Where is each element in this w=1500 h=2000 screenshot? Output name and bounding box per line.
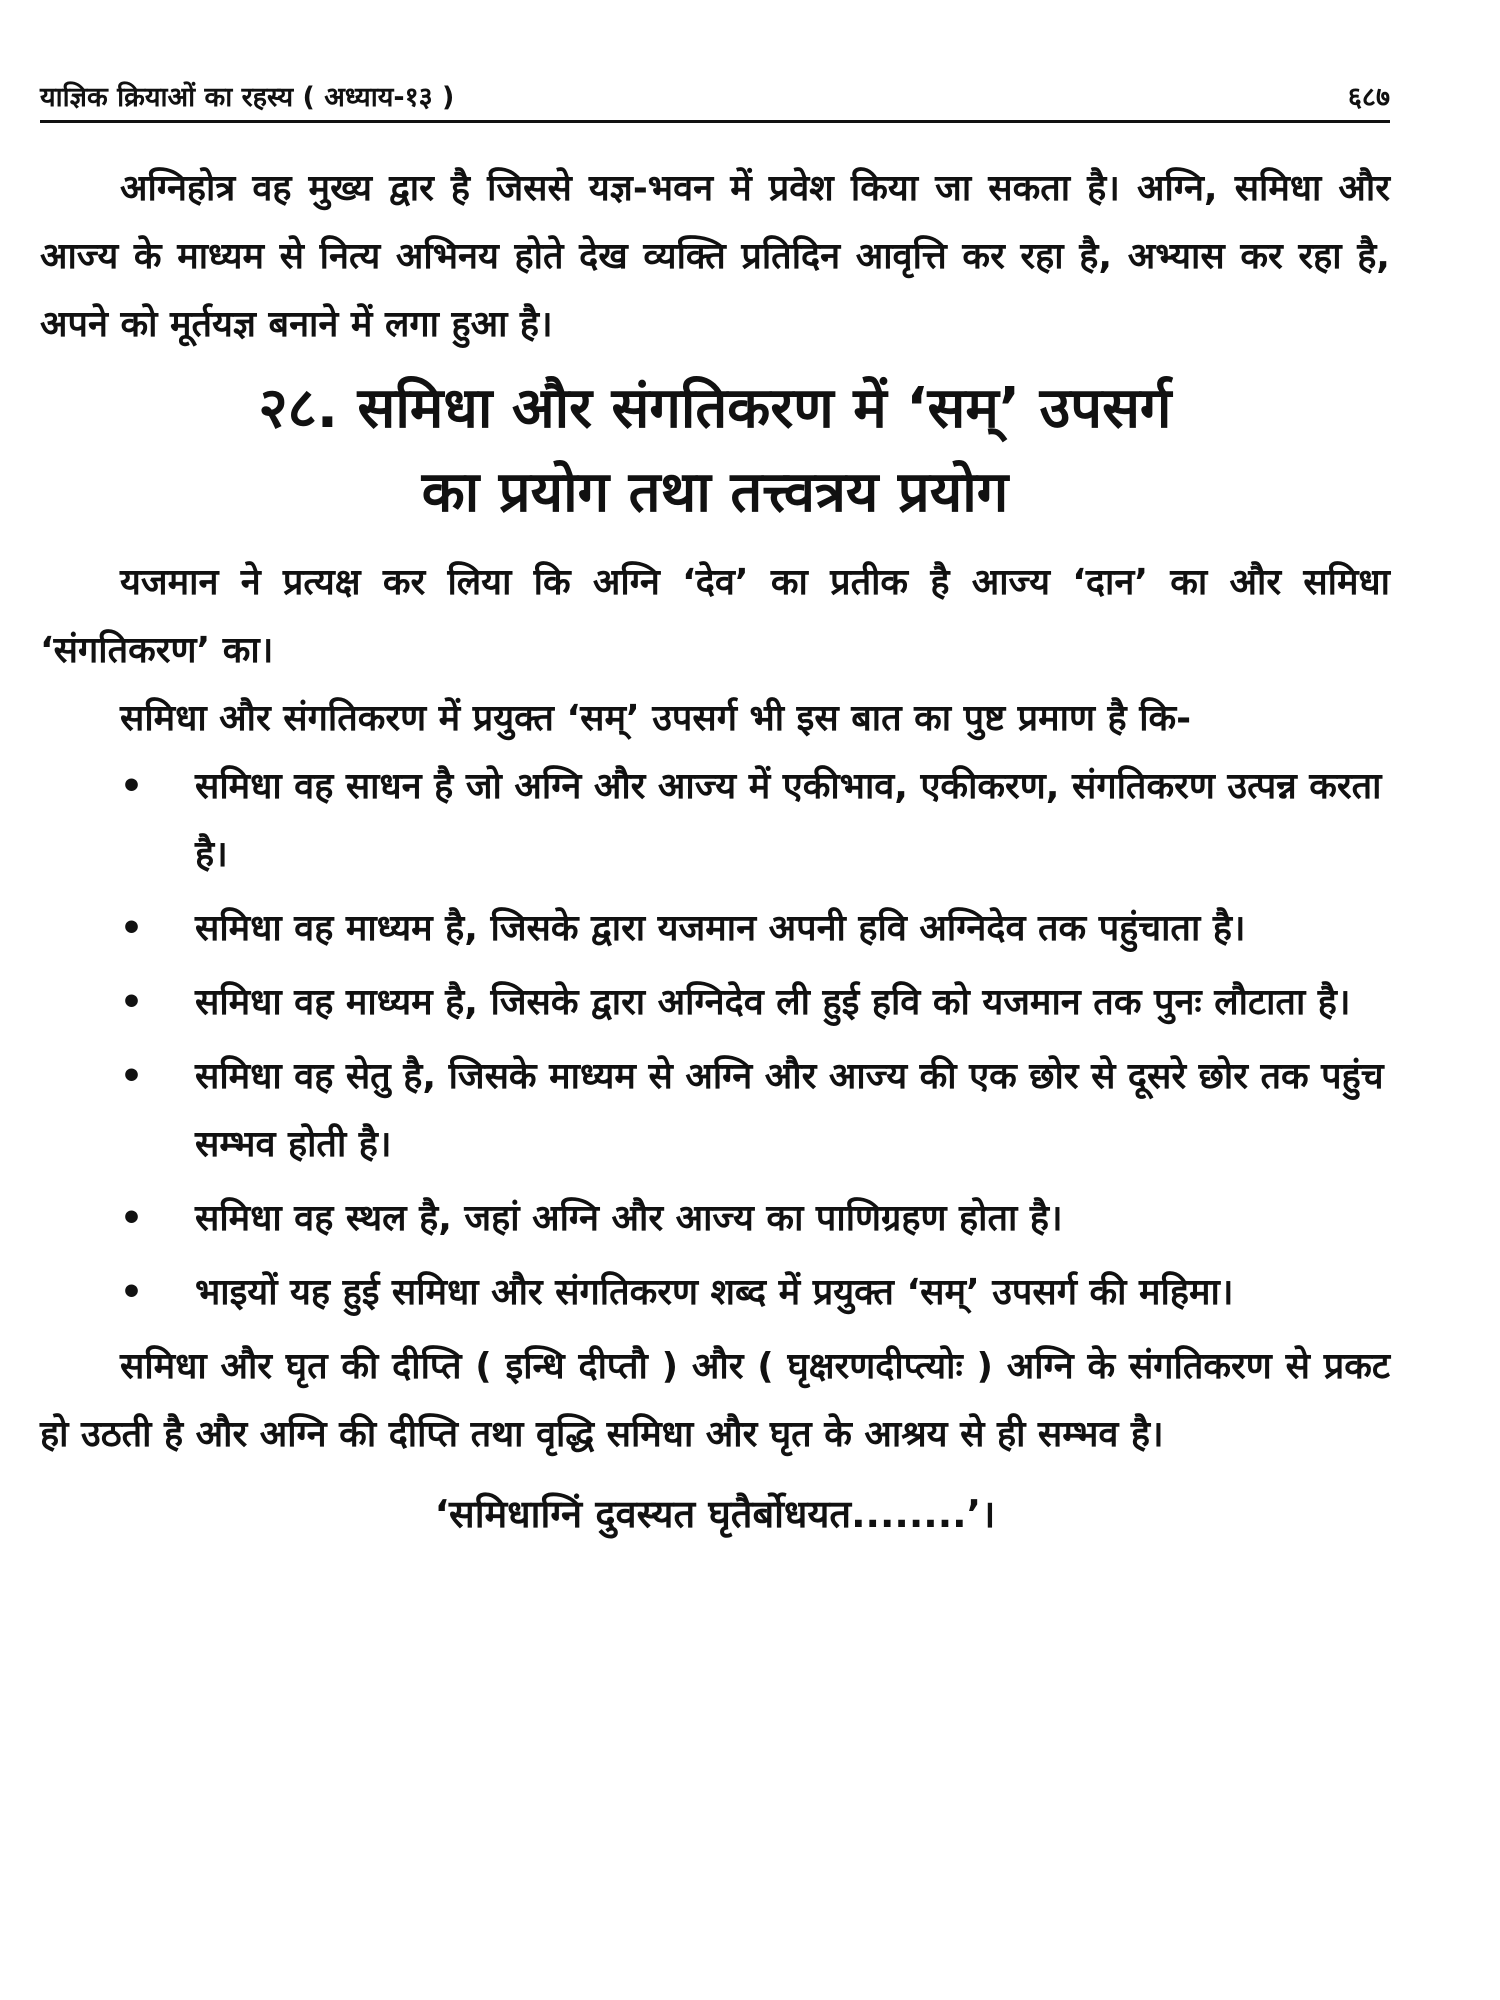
paragraph-deva-dana	[40, 549, 1390, 685]
list-item	[120, 895, 1390, 963]
intro-paragraph: अग्निहोत्र वह मुख्य द्वार है जिससे यज्ञ-भवन में प्रवेश किया जा सकता है। अग्नि, समिधा और आज्य के माध्यम से नित्य अभिनय होते देख व्यक्ति प्रतिदिन आवृत्ति कर रहा है, अभ्यास कर रहा है, अपने को मूर्तयज्ञ बनाने में लगा हुआ है।	[40, 168, 1390, 345]
text-run: समिधा और संगतिकरण में प्रयुक्त	[120, 698, 567, 739]
bullet-icon: •	[120, 1056, 144, 1097]
text-run: यजमान ने प्रत्यक्ष कर लिया कि अग्नि	[120, 562, 683, 603]
bullet-icon: •	[120, 1198, 144, 1239]
section-heading	[40, 367, 1390, 535]
running-title: याज्ञिक क्रियाओं का रहस्य ( अध्याय-१३ )	[40, 82, 455, 113]
list-item-text: समिधा वह माध्यम है, जिसके द्वारा यजमान अपनी हवि अग्निदेव तक पहुंचाता है।	[195, 908, 1246, 949]
list-item	[120, 969, 1390, 1037]
emphasis-sangatikarana: ‘संगतिकरण’	[40, 630, 211, 671]
list-item	[120, 753, 1390, 889]
text-run: उपसर्ग भी इस बात का पुष्ट प्रमाण है कि-	[639, 698, 1192, 739]
list-item	[120, 1259, 1390, 1327]
page-content	[40, 155, 1390, 1549]
list-item-text: समिधा वह सेतु है, जिसके माध्यम से अग्नि और आज्य की एक छोर से दूसरे छोर तक पहुंच सम्भव होती है।	[195, 1056, 1384, 1165]
bullet-icon: •	[120, 766, 144, 807]
list-item	[120, 1043, 1390, 1179]
emphasis-dana: ‘दान’	[1072, 562, 1149, 603]
bullet-icon: •	[120, 982, 144, 1023]
text-run: का प्रतीक है आज्य	[748, 562, 1073, 603]
section-heading-line2: का प्रयोग तथा तत्त्वत्रय प्रयोग	[421, 460, 1009, 525]
emphasis-deva: ‘देव’	[682, 562, 749, 603]
paragraph-sam-upasarga	[40, 685, 1390, 753]
running-header	[40, 82, 1390, 123]
list-item	[120, 1185, 1390, 1253]
list-item-text: भाइयों यह हुई समिधा और संगतिकरण शब्द में प्रयुक्त ‘सम्’ उपसर्ग की महिमा।	[195, 1272, 1234, 1313]
list-item-text: समिधा वह साधन है जो अग्नि और आज्य में एकीभाव, एकीकरण, संगतिकरण उत्पन्न करता है।	[195, 766, 1382, 875]
bullet-icon: •	[120, 908, 144, 949]
page-number: ६८७	[1347, 82, 1390, 113]
text-run: का।	[210, 630, 274, 671]
closing-paragraph: समिधा और घृत की दीप्ति ( इन्धि दीप्तौ ) और ( घृक्षरणदीप्त्योः ) अग्नि के संगतिकरण से प्रकट हो उठती है और अग्नि की दीप्ति तथा वृद्धि समिधा और घृत के आश्रय से ही सम्भव है।	[40, 1346, 1390, 1455]
emphasis-sam: ‘सम्’	[566, 698, 640, 739]
bullet-list	[40, 753, 1390, 1327]
list-item-text: समिधा वह माध्यम है, जिसके द्वारा अग्निदेव ली हुई हवि को यजमान तक पुनः लौटाता है।	[195, 982, 1351, 1023]
bullet-icon: •	[120, 1272, 144, 1313]
section-heading-line1: २८. समिधा और संगतिकरण में ‘सम्’ उपसर्ग	[258, 376, 1172, 441]
list-item-text: समिधा वह स्थल है, जहां अग्नि और आज्य का पाणिग्रहण होता है।	[195, 1198, 1063, 1239]
text-run: का और समिधा	[1148, 562, 1390, 603]
vedic-quote: ‘समिधाग्निं दुवस्यत घृतैर्बोधयत........’।	[434, 1492, 996, 1536]
